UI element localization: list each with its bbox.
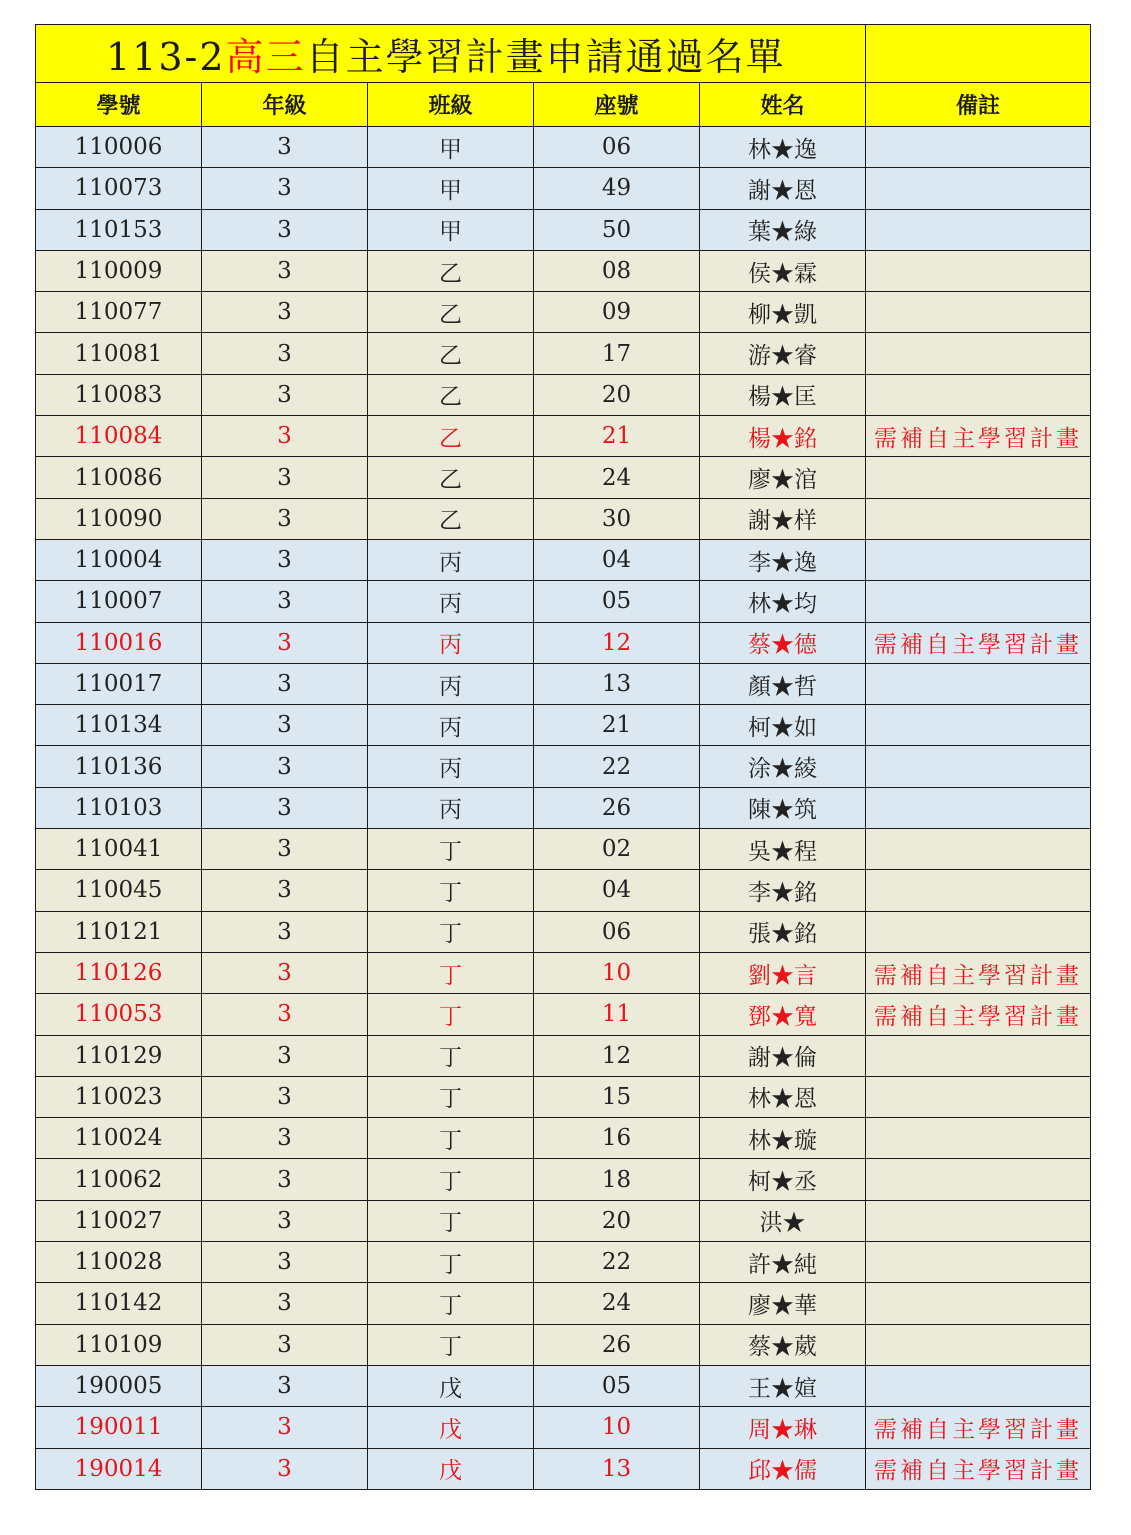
cell-name: 林★恩 (700, 1076, 866, 1117)
cell-name: 吳★程 (700, 829, 866, 870)
cell-student-id: 110006 (36, 127, 202, 168)
cell-student-id: 190011 (36, 1407, 202, 1448)
table-row (36, 746, 1091, 787)
table-row (36, 870, 1091, 911)
cell-note (866, 539, 1091, 580)
cell-grade: 3 (202, 374, 368, 415)
cell-class: 戊 (368, 1407, 534, 1448)
cell-class: 丙 (368, 539, 534, 580)
cell-student-id: 110126 (36, 952, 202, 993)
cell-grade: 3 (202, 250, 368, 291)
cell-grade: 3 (202, 663, 368, 704)
cell-seat: 21 (534, 705, 700, 746)
cell-seat: 06 (534, 911, 700, 952)
cell-note (866, 581, 1091, 622)
cell-class: 丁 (368, 1242, 534, 1283)
cell-class: 乙 (368, 416, 534, 457)
cell-name: 顏★哲 (700, 663, 866, 704)
cell-student-id: 110007 (36, 581, 202, 622)
cell-seat: 22 (534, 1242, 700, 1283)
cell-seat: 21 (534, 416, 700, 457)
cell-name: 林★璇 (700, 1118, 866, 1159)
cell-seat: 11 (534, 994, 700, 1035)
cell-grade: 3 (202, 952, 368, 993)
cell-class: 丙 (368, 622, 534, 663)
table-row (36, 1159, 1091, 1200)
cell-note (866, 168, 1091, 209)
cell-student-id: 110017 (36, 663, 202, 704)
cell-student-id: 110009 (36, 250, 202, 291)
cell-grade: 3 (202, 168, 368, 209)
cell-grade: 3 (202, 1242, 368, 1283)
cell-grade: 3 (202, 1365, 368, 1406)
cell-grade: 3 (202, 1076, 368, 1117)
cell-note (866, 292, 1091, 333)
cell-student-id: 110077 (36, 292, 202, 333)
cell-grade: 3 (202, 1283, 368, 1324)
cell-class: 戊 (368, 1365, 534, 1406)
cell-seat: 30 (534, 498, 700, 539)
table-row (36, 994, 1091, 1035)
cell-grade: 3 (202, 1118, 368, 1159)
table-row (36, 911, 1091, 952)
cell-student-id: 110045 (36, 870, 202, 911)
cell-student-id: 110016 (36, 622, 202, 663)
cell-seat: 12 (534, 622, 700, 663)
cell-note (866, 705, 1091, 746)
table-row (36, 416, 1091, 457)
column-header-student-id: 學號 (36, 83, 202, 127)
cell-note (866, 1076, 1091, 1117)
table-row (36, 539, 1091, 580)
cell-note (866, 870, 1091, 911)
cell-seat: 13 (534, 663, 700, 704)
cell-class: 丁 (368, 1076, 534, 1117)
cell-note: 需補自主學習計畫 (866, 622, 1091, 663)
cell-note (866, 333, 1091, 374)
cell-seat: 18 (534, 1159, 700, 1200)
cell-seat: 05 (534, 581, 700, 622)
cell-name: 謝★恩 (700, 168, 866, 209)
cell-note: 需補自主學習計畫 (866, 952, 1091, 993)
cell-class: 乙 (368, 250, 534, 291)
cell-note: 需補自主學習計畫 (866, 994, 1091, 1035)
cell-grade: 3 (202, 1159, 368, 1200)
table-body (36, 127, 1091, 1490)
cell-grade: 3 (202, 994, 368, 1035)
cell-class: 丁 (368, 1283, 534, 1324)
cell-seat: 02 (534, 829, 700, 870)
cell-student-id: 110136 (36, 746, 202, 787)
cell-grade: 3 (202, 911, 368, 952)
cell-grade: 3 (202, 209, 368, 250)
title-prefix: 113-2 (106, 35, 226, 79)
cell-class: 丁 (368, 870, 534, 911)
column-header-grade: 年級 (202, 83, 368, 127)
cell-grade: 3 (202, 416, 368, 457)
header-row (36, 83, 1091, 127)
cell-name: 許★純 (700, 1242, 866, 1283)
table-row (36, 581, 1091, 622)
cell-seat: 24 (534, 1283, 700, 1324)
table-row (36, 498, 1091, 539)
cell-seat: 06 (534, 127, 700, 168)
cell-seat: 05 (534, 1365, 700, 1406)
table-row (36, 292, 1091, 333)
cell-class: 戊 (368, 1448, 534, 1489)
cell-student-id: 110083 (36, 374, 202, 415)
cell-name: 廖★涫 (700, 457, 866, 498)
cell-name: 林★均 (700, 581, 866, 622)
cell-seat: 26 (534, 1324, 700, 1365)
cell-student-id: 110153 (36, 209, 202, 250)
cell-seat: 17 (534, 333, 700, 374)
cell-student-id: 110027 (36, 1200, 202, 1241)
approval-list-table (35, 24, 1091, 1490)
cell-class: 丙 (368, 705, 534, 746)
title-row (36, 25, 1091, 83)
cell-seat: 08 (534, 250, 700, 291)
cell-name: 楊★銘 (700, 416, 866, 457)
cell-student-id: 110081 (36, 333, 202, 374)
cell-name: 周★琳 (700, 1407, 866, 1448)
cell-grade: 3 (202, 1200, 368, 1241)
cell-student-id: 190005 (36, 1365, 202, 1406)
cell-grade: 3 (202, 622, 368, 663)
cell-grade: 3 (202, 1324, 368, 1365)
cell-class: 丙 (368, 746, 534, 787)
cell-note (866, 746, 1091, 787)
cell-note (866, 1242, 1091, 1283)
cell-seat: 50 (534, 209, 700, 250)
cell-student-id: 110004 (36, 539, 202, 580)
cell-class: 甲 (368, 168, 534, 209)
cell-note (866, 911, 1091, 952)
cell-class: 乙 (368, 498, 534, 539)
cell-seat: 16 (534, 1118, 700, 1159)
table-row (36, 1035, 1091, 1076)
cell-seat: 15 (534, 1076, 700, 1117)
cell-class: 甲 (368, 209, 534, 250)
cell-grade: 3 (202, 498, 368, 539)
cell-name: 侯★霖 (700, 250, 866, 291)
cell-note (866, 829, 1091, 870)
cell-name: 涂★綾 (700, 746, 866, 787)
cell-grade: 3 (202, 829, 368, 870)
column-header-class: 班級 (368, 83, 534, 127)
cell-student-id: 110103 (36, 787, 202, 828)
title-highlight: 高三 (225, 35, 306, 79)
cell-class: 丁 (368, 1035, 534, 1076)
cell-note: 需補自主學習計畫 (866, 416, 1091, 457)
cell-seat: 09 (534, 292, 700, 333)
cell-student-id: 110062 (36, 1159, 202, 1200)
cell-name: 柯★如 (700, 705, 866, 746)
cell-seat: 12 (534, 1035, 700, 1076)
cell-grade: 3 (202, 1035, 368, 1076)
cell-student-id: 110084 (36, 416, 202, 457)
cell-note (866, 250, 1091, 291)
cell-name: 謝★倫 (700, 1035, 866, 1076)
table-row (36, 1448, 1091, 1489)
table-row (36, 333, 1091, 374)
cell-grade: 3 (202, 870, 368, 911)
cell-note (866, 1118, 1091, 1159)
cell-grade: 3 (202, 539, 368, 580)
cell-class: 丁 (368, 1200, 534, 1241)
cell-name: 鄧★寬 (700, 994, 866, 1035)
cell-seat: 10 (534, 952, 700, 993)
cell-class: 丁 (368, 994, 534, 1035)
cell-class: 丁 (368, 1118, 534, 1159)
cell-note (866, 1035, 1091, 1076)
cell-name: 游★睿 (700, 333, 866, 374)
table-row (36, 952, 1091, 993)
cell-note (866, 1159, 1091, 1200)
cell-class: 乙 (368, 457, 534, 498)
cell-note (866, 1200, 1091, 1241)
sheet-title (36, 25, 866, 83)
cell-note (866, 663, 1091, 704)
cell-note (866, 457, 1091, 498)
cell-student-id: 110024 (36, 1118, 202, 1159)
cell-note (866, 374, 1091, 415)
cell-class: 甲 (368, 127, 534, 168)
table-row (36, 250, 1091, 291)
cell-student-id: 110028 (36, 1242, 202, 1283)
cell-class: 丁 (368, 829, 534, 870)
cell-student-id: 110023 (36, 1076, 202, 1117)
cell-seat: 24 (534, 457, 700, 498)
table-row (36, 168, 1091, 209)
cell-name: 李★逸 (700, 539, 866, 580)
cell-grade: 3 (202, 333, 368, 374)
cell-name: 蔡★葳 (700, 1324, 866, 1365)
cell-grade: 3 (202, 292, 368, 333)
table-row (36, 1407, 1091, 1448)
cell-note: 需補自主學習計畫 (866, 1407, 1091, 1448)
column-header-name: 姓名 (700, 83, 866, 127)
table-row (36, 457, 1091, 498)
table-row (36, 374, 1091, 415)
cell-class: 丁 (368, 952, 534, 993)
table-row (36, 1076, 1091, 1117)
title-empty-cell (866, 25, 1091, 83)
cell-grade: 3 (202, 787, 368, 828)
cell-grade: 3 (202, 1448, 368, 1489)
cell-name: 洪★ (700, 1200, 866, 1241)
cell-student-id: 110073 (36, 168, 202, 209)
cell-name: 謝★样 (700, 498, 866, 539)
cell-student-id: 110041 (36, 829, 202, 870)
table-row (36, 787, 1091, 828)
table-row (36, 705, 1091, 746)
cell-grade: 3 (202, 705, 368, 746)
cell-note (866, 787, 1091, 828)
cell-seat: 20 (534, 374, 700, 415)
cell-name: 柳★凱 (700, 292, 866, 333)
cell-class: 丁 (368, 911, 534, 952)
cell-student-id: 190014 (36, 1448, 202, 1489)
cell-note (866, 1365, 1091, 1406)
table-row (36, 1283, 1091, 1324)
cell-class: 丁 (368, 1159, 534, 1200)
table-row (36, 1118, 1091, 1159)
cell-student-id: 110109 (36, 1324, 202, 1365)
cell-name: 張★銘 (700, 911, 866, 952)
table-row (36, 127, 1091, 168)
cell-name: 王★媗 (700, 1365, 866, 1406)
cell-seat: 26 (534, 787, 700, 828)
cell-seat: 13 (534, 1448, 700, 1489)
cell-note (866, 1283, 1091, 1324)
cell-name: 廖★華 (700, 1283, 866, 1324)
cell-class: 丙 (368, 581, 534, 622)
cell-seat: 22 (534, 746, 700, 787)
cell-name: 邱★儒 (700, 1448, 866, 1489)
cell-seat: 04 (534, 870, 700, 911)
cell-name: 李★銘 (700, 870, 866, 911)
cell-seat: 20 (534, 1200, 700, 1241)
cell-class: 乙 (368, 292, 534, 333)
table-row (36, 1324, 1091, 1365)
cell-grade: 3 (202, 746, 368, 787)
cell-seat: 49 (534, 168, 700, 209)
cell-student-id: 110086 (36, 457, 202, 498)
table-row (36, 1242, 1091, 1283)
cell-grade: 3 (202, 127, 368, 168)
cell-grade: 3 (202, 1407, 368, 1448)
cell-seat: 10 (534, 1407, 700, 1448)
cell-class: 乙 (368, 333, 534, 374)
cell-name: 蔡★德 (700, 622, 866, 663)
cell-name: 楊★匡 (700, 374, 866, 415)
cell-note (866, 1324, 1091, 1365)
title-suffix: 自主學習計畫申請通過名單 (305, 35, 786, 79)
cell-name: 葉★綠 (700, 209, 866, 250)
cell-seat: 04 (534, 539, 700, 580)
column-header-seat: 座號 (534, 83, 700, 127)
table-row (36, 829, 1091, 870)
table-row (36, 622, 1091, 663)
cell-class: 丙 (368, 663, 534, 704)
cell-student-id: 110121 (36, 911, 202, 952)
cell-student-id: 110053 (36, 994, 202, 1035)
cell-note: 需補自主學習計畫 (866, 1448, 1091, 1489)
cell-name: 柯★丞 (700, 1159, 866, 1200)
cell-student-id: 110142 (36, 1283, 202, 1324)
column-header-note: 備註 (866, 83, 1091, 127)
cell-note (866, 127, 1091, 168)
cell-note (866, 209, 1091, 250)
cell-student-id: 110134 (36, 705, 202, 746)
cell-name: 陳★筑 (700, 787, 866, 828)
cell-grade: 3 (202, 581, 368, 622)
table-row (36, 1200, 1091, 1241)
cell-class: 丙 (368, 787, 534, 828)
table-row (36, 209, 1091, 250)
cell-note (866, 498, 1091, 539)
cell-grade: 3 (202, 457, 368, 498)
table-row (36, 663, 1091, 704)
table-row (36, 1365, 1091, 1406)
cell-name: 林★逸 (700, 127, 866, 168)
cell-class: 丁 (368, 1324, 534, 1365)
cell-name: 劉★言 (700, 952, 866, 993)
cell-student-id: 110090 (36, 498, 202, 539)
cell-student-id: 110129 (36, 1035, 202, 1076)
cell-class: 乙 (368, 374, 534, 415)
